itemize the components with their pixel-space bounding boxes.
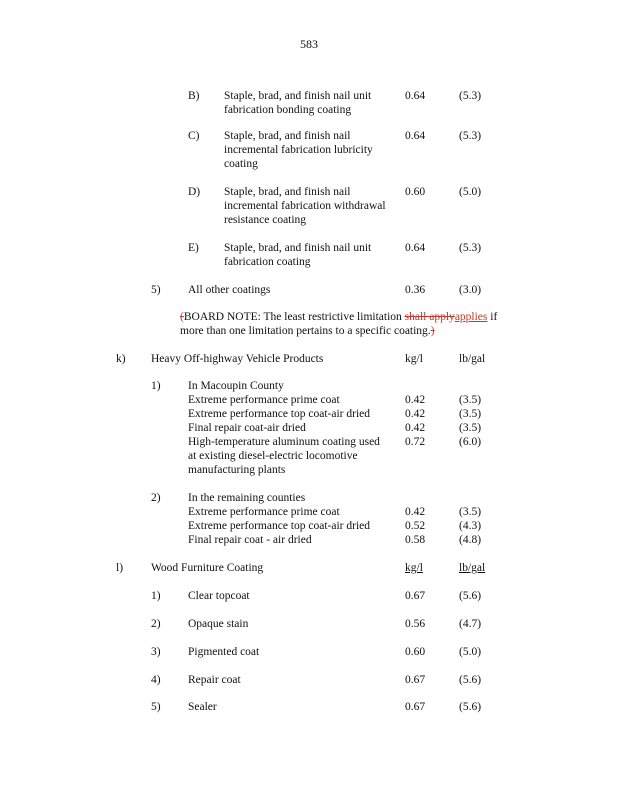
board-note: (BOARD NOTE: The least restrictive limitation shall applyapplies if (180, 311, 498, 323)
page-number: 583 (300, 37, 318, 51)
unit-lb: lb/gal (459, 353, 486, 365)
section-title: Wood Furniture Coating (151, 562, 264, 574)
unit-kg: kg/l (405, 562, 423, 574)
item-description: Pigmented coat (188, 646, 260, 658)
lb-value: (5.3) (459, 242, 482, 254)
section-title: Heavy Off-highway Vehicle Products (151, 353, 324, 365)
lb-value: (4.7) (459, 618, 482, 630)
kg-value: 0.36 (405, 284, 426, 296)
group-number: 2) (151, 492, 161, 504)
section-letter: l) (116, 562, 124, 574)
lb-value: (5.0) (459, 646, 482, 658)
lb-values: (3.5) (4.3) (4.8) (459, 506, 482, 546)
item-label: D) (188, 186, 201, 198)
item-number: 5) (151, 701, 161, 713)
lb-value: (5.3) (459, 130, 482, 142)
section-letter: k) (116, 353, 126, 365)
item-description: Staple, brad, and finish nail unit fabrication bonding coating (224, 90, 372, 116)
board-note-line2: more than one limitation pertains to a specific coating.) (180, 325, 435, 337)
lb-values: (3.5) (3.5) (3.5) (6.0) (459, 394, 482, 448)
item-description: All other coatings (188, 284, 271, 296)
kg-value: 0.64 (405, 242, 426, 254)
kg-value: 0.60 (405, 186, 426, 198)
kg-values: 0.42 0.42 0.42 0.72 (405, 394, 426, 448)
lb-value: (5.3) (459, 90, 482, 102)
kg-value: 0.67 (405, 674, 426, 686)
unit-lb: lb/gal (459, 562, 486, 574)
deleted-paren: ( (180, 311, 184, 323)
lb-value: (5.6) (459, 701, 482, 713)
item-number: 3) (151, 646, 161, 658)
inserted-text: applies (454, 311, 488, 323)
lb-value: (5.0) (459, 186, 482, 198)
kg-value: 0.64 (405, 130, 426, 142)
kg-value: 0.60 (405, 646, 426, 658)
item-description: Repair coat (188, 674, 241, 686)
lb-value: (5.6) (459, 590, 482, 602)
item-label: E) (188, 242, 199, 254)
item-number: 2) (151, 618, 161, 630)
item-description: Clear topcoat (188, 590, 250, 602)
lb-value: (3.0) (459, 284, 482, 296)
kg-value: 0.67 (405, 701, 426, 713)
lb-value: (5.6) (459, 674, 482, 686)
deleted-text: shall apply (404, 311, 455, 323)
item-label: C) (188, 130, 200, 142)
item-description: Staple, brad, and finish nail incremental fabrication withdrawal resistance coating (224, 186, 386, 226)
unit-kg: kg/l (405, 353, 423, 365)
item-number: 5) (151, 284, 161, 296)
item-number: 4) (151, 674, 161, 686)
item-description: Staple, brad, and finish nail unit fabrication coating (224, 242, 372, 268)
item-description: Staple, brad, and finish nail incremental fabrication lubricity coating (224, 130, 373, 170)
group-number: 1) (151, 380, 161, 392)
item-description: Sealer (188, 701, 217, 713)
item-description: Opaque stain (188, 618, 249, 630)
group-text: In the remaining counties Extreme performance prime coat Extreme performance top coat-air dried Final repair coat - air dried (188, 492, 370, 546)
kg-value: 0.67 (405, 590, 426, 602)
item-label: B) (188, 90, 200, 102)
item-number: 1) (151, 590, 161, 602)
kg-values: 0.42 0.52 0.58 (405, 506, 426, 546)
group-text: In Macoupin County Extreme performance prime coat Extreme performance top coat-air dried Final repair coat-air dried High-temperature aluminum coating used at existing diesel-electric locomotive manufacturing plants (188, 380, 380, 476)
kg-value: 0.56 (405, 618, 426, 630)
kg-value: 0.64 (405, 90, 426, 102)
deleted-paren: ) (430, 325, 435, 337)
